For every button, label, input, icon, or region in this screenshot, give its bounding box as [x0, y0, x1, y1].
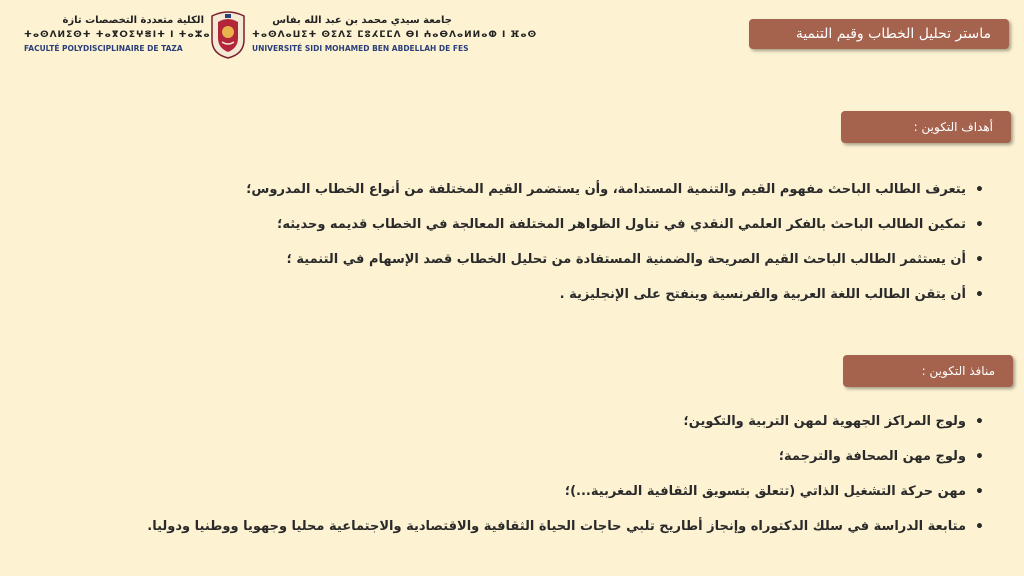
page-title-text: ماستر تحليل الخطاب وقيم التنمية — [795, 26, 991, 42]
page-title — [749, 19, 1009, 49]
outlets-section-heading — [843, 355, 1013, 387]
list-item: • ولوج المراكز الجهوية لمهن التربية والتكوين؛ — [148, 412, 988, 432]
faculty-logo-text — [24, 14, 211, 56]
faculty-name-tifinagh: ⵜⴰⵙⴷⵍⵉⵙⵜ ⵜⴰⴳⵔⵉⵖⴻⵏⵜ ⵏ ⵜⴰⵣⴰ — [24, 30, 211, 40]
faculty-name-arabic: الكلية متعددة التخصصات تازة — [62, 15, 204, 26]
university-name-tifinagh: ⵜⴰⵙⴷⴰⵡⵉⵜ ⵙⵉⴷⵉ ⵎⵓⵃⵎⵎⴷ ⴱⵏ ⵄⴰⴱⴷⴰⵍⵍⴰⵀ ⵏ ⴼⴰⵙ — [252, 30, 538, 40]
list-item: • تمكين الطالب الباحث بالفكر العلمي النقدي في تناول الظواهر المختلفة المعالجة في الخطاب قديمه وحديثه؛ — [248, 215, 988, 235]
goals-section-heading — [841, 111, 1011, 143]
university-name-arabic: جامعة سيدي محمد بن عبد الله بفاس — [272, 15, 452, 26]
university-logo-text — [252, 14, 538, 56]
list-item: • أن يستثمر الطالب الباحث القيم الصريحة والضمنية المستفادة من تحليل الخطاب قصد الإسهام في التنمية ؛ — [248, 250, 988, 270]
list-item: • أن يتقن الطالب اللغة العربية والفرنسية وينفتح على الإنجليزية . — [248, 285, 988, 305]
university-crest-icon — [208, 10, 248, 60]
list-item: • متابعة الدراسة في سلك الدكتوراه وإنجاز أطاريح تلبي حاجات الحياة الثقافية والاقتصادية والاجتماعية محليا وجهويا ووطنيا ودوليا. — [148, 517, 988, 537]
list-item: • مهن حركة التشغيل الذاتي (تتعلق بتسويق الثقافية المغربية...)؛ — [148, 482, 988, 502]
list-item: • ولوج مهن الصحافة والترجمة؛ — [148, 447, 988, 467]
goals-heading-text: أهداف التكوين : — [913, 120, 993, 134]
list-item: • يتعرف الطالب الباحث مفهوم القيم والتنمية المستدامة، وأن يستضمر القيم المختلفة من أنواع الخطاب المدروس؛ — [248, 180, 988, 200]
university-logo-header — [24, 10, 538, 62]
university-name-french: UNIVERSITÉ SIDI MOHAMED BEN ABDELLAH DE FES — [252, 44, 469, 53]
goals-list — [248, 180, 988, 320]
outlets-list — [148, 412, 988, 552]
faculty-name-french: FACULTÉ POLYDISCIPLINAIRE DE TAZA — [24, 44, 183, 53]
outlets-heading-text: منافذ التكوين : — [921, 364, 995, 378]
